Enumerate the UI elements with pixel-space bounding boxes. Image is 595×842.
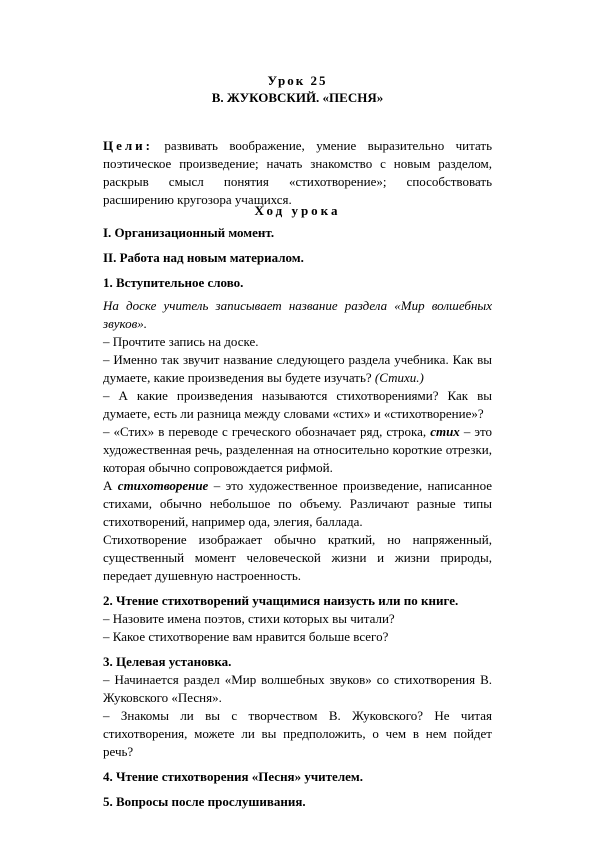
section-heading: 2. Чтение стихотворений учащимися наизусть или по книге. xyxy=(103,593,459,608)
section-heading: I. Организационный момент. xyxy=(103,225,275,240)
term-word: стих xyxy=(430,424,460,439)
term-word: стихотворение xyxy=(117,478,209,493)
question-line: – Назовите имена поэтов, стихи которых вы читали? xyxy=(103,611,395,626)
lesson-title: В. ЖУКОВСКИЙ. «ПЕСНЯ» xyxy=(211,90,384,105)
question-line: – Прочтите запись на доске. xyxy=(103,334,259,349)
question-line: – А какие произведения называются стихотворениями? Как вы думаете, есть ли разница между словами «стих» и «стихотворение»? xyxy=(103,388,492,421)
section-heading: 3. Целевая установка. xyxy=(103,654,232,669)
definition-text: А xyxy=(103,478,118,493)
definition-paragraph: Стихотворение изображает обычно краткий, но напряженный, существенный момент человеческой жизни и жизни природы, передает душевную настроенность. xyxy=(103,532,492,583)
question-line: – Знакомы ли вы с творчеством В. Жуковского? Не читая стихотворения, можете ли вы предположить, о чем в нем пойдет речь? xyxy=(103,708,492,759)
lesson-body xyxy=(103,224,492,811)
question-text: – Именно так звучит название следующего раздела учебника. Как вы думаете, какие произведения вы будете изучать? xyxy=(103,352,492,385)
section-heading: 4. Чтение стихотворения «Песня» учителем. xyxy=(103,769,363,784)
definition-paragraph xyxy=(103,477,492,531)
explanation-text: – «Стих» в переводе с греческого обозначает ряд, строка, xyxy=(103,424,431,439)
definition-text: – это художественное произведение, написанное стихами, обычно небольшое по объему. Различают разные типы стихотворений, например ода, элегия, баллада. xyxy=(103,478,492,529)
question-line xyxy=(103,351,492,387)
question-line: – Начинается раздел «Мир волшебных звуков» со стихотворения В. Жуковского «Песня». xyxy=(103,672,492,705)
course-heading: Ход урока xyxy=(254,203,341,218)
goals-text: развивать воображение, умение выразительно читать поэтическое произведение; начать знакомство с новым разделом, раскрыв смысл понятия «стихотворение»; способствовать расширению кругозора учащихся. xyxy=(103,138,492,207)
section-heading: II. Работа над новым материалом. xyxy=(103,250,304,265)
section-heading: 1. Вступительное слово. xyxy=(103,275,244,290)
question-line: – Какое стихотворение вам нравится больше всего? xyxy=(103,629,389,644)
explanation-text: – это художественная речь, разделенная на относительно короткие отрезки, которая обычно сопровождается рифмой. xyxy=(103,424,492,475)
intro-paragraph: На доске учитель записывает название раздела «Мир волшебных звуков». xyxy=(103,298,492,331)
lesson-number: Урок 25 xyxy=(267,73,328,88)
goals-paragraph xyxy=(103,137,492,209)
goals-label: Цели: xyxy=(103,138,153,153)
explanation-line xyxy=(103,423,492,477)
section-heading: 5. Вопросы после прослушивания. xyxy=(103,794,306,809)
answer-text: (Стихи.) xyxy=(371,370,424,385)
